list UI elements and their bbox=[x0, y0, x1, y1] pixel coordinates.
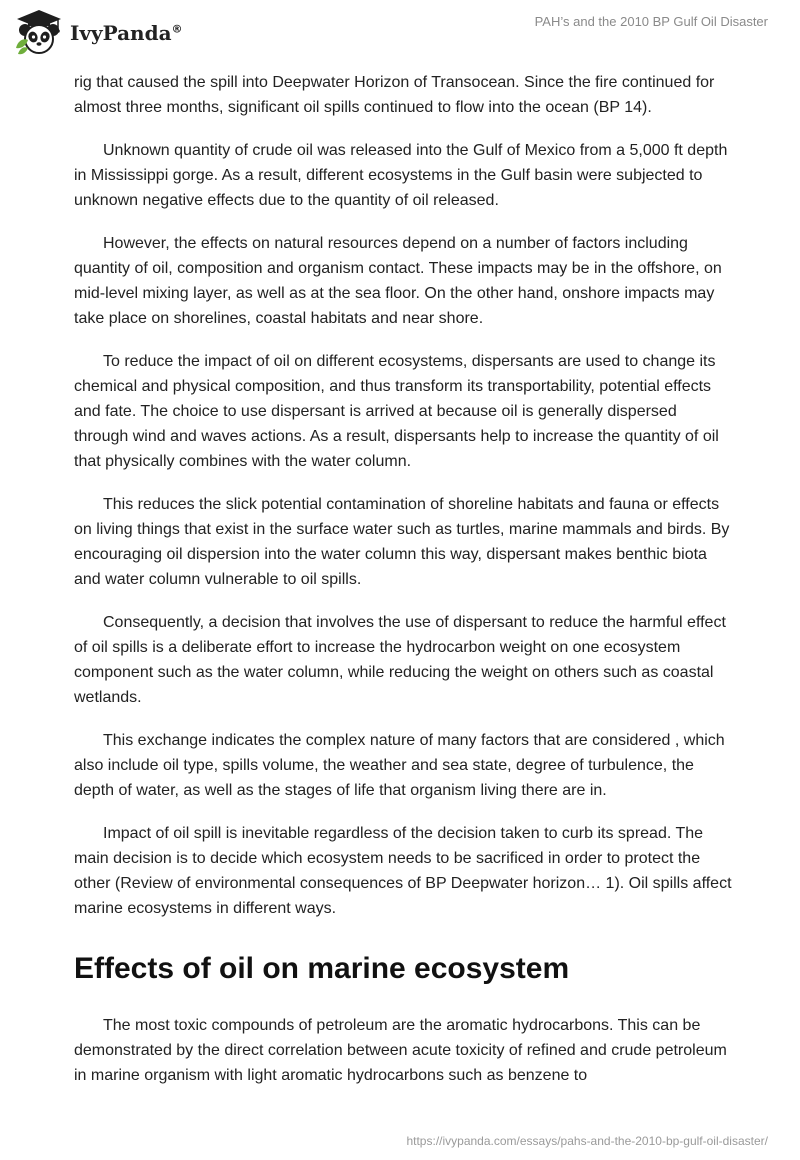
paragraph: To reduce the impact of oil on different ecosystems, dispersants are used to change its chemical and physical composition, and thus transform its transportability, potential effects and fate. The choice to use dispersant is arrived at because oil is generally dispersed through wind and waves actions. As a result, dispersants help to increase the quantity of oil that physically combines with the water column. bbox=[74, 353, 719, 470]
ivypanda-logo[interactable] bbox=[14, 8, 183, 56]
paragraph: However, the effects on natural resources depend on a number of factors including quantity of oil, composition and organism contact. These impacts may be in the offshore, on mid-level mixing layer, as well as at the sea floor. On the other hand, onshore impacts may take place on shorelines, coastal habitats and near shore. bbox=[74, 235, 722, 327]
essay-content bbox=[74, 70, 734, 1106]
paragraph: This reduces the slick potential contamination of shoreline habitats and fauna or effects on living things that exist in the surface water such as turtles, marine mammals and birds. By encouraging oil dispersion into the water column this way, dispersant makes benthic biota and water column vulnerable to oil spills. bbox=[74, 496, 730, 588]
brand-name: IvyPanda® bbox=[70, 21, 183, 45]
document-title: PAH’s and the 2010 BP Gulf Oil Disaster bbox=[534, 14, 768, 29]
paragraph: Unknown quantity of crude oil was released into the Gulf of Mexico from a 5,000 ft depth in Mississippi gorge. As a result, different ecosystems in the Gulf basin were subjected to unknown negative effects due to the quantity of oil released. bbox=[74, 142, 728, 209]
paragraph: Impact of oil spill is inevitable regardless of the decision taken to curb its spread. The main decision is to decide which ecosystem needs to be sacrificed in order to protect the other (Review of environmental consequences of BP Deepwater horizon… 1). Oil spills affect marine ecosystems in different ways. bbox=[74, 825, 732, 917]
paragraph: The most toxic compounds of petroleum are the aromatic hydrocarbons. This can be demonstrated by the direct correlation between acute toxicity of refined and crude petroleum in marine organism with light aromatic hydrocarbons such as benzene to bbox=[74, 1017, 727, 1084]
paragraph: This exchange indicates the complex nature of many factors that are considered , which also include oil type, spills volume, the weather and sea state, degree of turbulence, the depth of water, as well as the stages of life that organism living there are in. bbox=[74, 732, 725, 799]
page-header bbox=[0, 0, 800, 70]
source-url[interactable]: https://ivypanda.com/essays/pahs-and-the-2010-bp-gulf-oil-disaster/ bbox=[406, 1134, 768, 1148]
registered-mark: ® bbox=[171, 22, 183, 36]
section-heading: Effects of oil on marine ecosystem bbox=[74, 952, 570, 985]
paragraph: Consequently, a decision that involves the use of dispersant to reduce the harmful effect of oil spills is a deliberate effort to increase the hydrocarbon weight on one ecosystem component such as the water column, while reducing the weight on others such as coastal wetlands. bbox=[74, 614, 726, 706]
paragraph: rig that caused the spill into Deepwater Horizon of Transocean. Since the fire continued for almost three months, significant oil spills continued to flow into the ocean (BP 14). bbox=[74, 74, 715, 116]
panda-graduate-icon bbox=[14, 8, 64, 56]
